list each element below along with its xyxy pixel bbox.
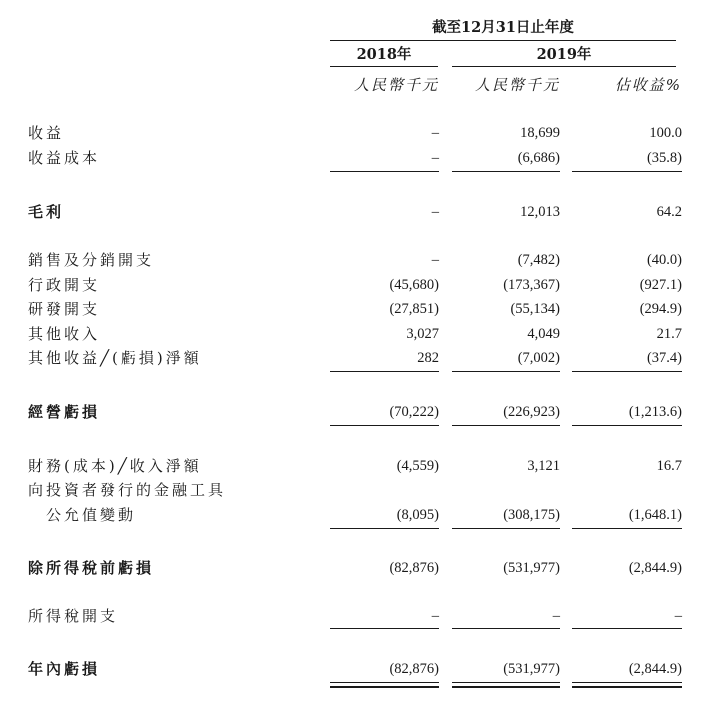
row-value-revenue-2019: 18,699 [520, 125, 560, 141]
row-value-fv-2019: (308,175) [503, 507, 560, 523]
row-label-loss-for-year: 年內虧損 [28, 660, 101, 678]
row-value-selling-pct: (40.0) [646, 252, 682, 268]
row-label-other-gains: 其他收益╱(虧損)淨額 [28, 349, 202, 367]
subtotal-rule-2018 [330, 171, 439, 172]
row-value-admin-2018: (45,680) [389, 277, 439, 293]
row-value-lbt-2018: (82,876) [389, 560, 439, 576]
subtotal-rule-pct [572, 425, 682, 426]
subtotal-rule-2019 [452, 425, 560, 426]
row-value-rnd-2018: (27,851) [389, 301, 439, 317]
row-value-gp-2019: 12,013 [520, 204, 560, 220]
year-2019-header: 2019年 [536, 46, 592, 63]
row-label-rnd-expenses: 研發開支 [28, 300, 101, 318]
row-value-og-pct: (37.4) [646, 350, 682, 366]
row-value-revenue-pct: 100.0 [649, 125, 682, 141]
row-label-cost-of-revenue: 收益成本 [28, 149, 101, 167]
row-value-admin-pct: (927.1) [639, 277, 682, 293]
row-label-fair-value-change: 公允值變動 [46, 506, 137, 524]
subtotal-rule-2019 [452, 371, 560, 372]
total-double-rule-pct-b [572, 686, 682, 688]
subtotal-rule-2019 [452, 171, 560, 172]
row-value-oi-2018: 3,027 [406, 326, 439, 342]
row-value-fv-2018: (8,095) [396, 507, 439, 523]
row-label-other-income: 其他收入 [28, 325, 101, 343]
subtotal-rule-2018 [330, 628, 439, 629]
unit-pct: 佔收益% [614, 76, 682, 94]
row-value-cost-2018: – [431, 150, 439, 166]
subtotal-rule-pct [572, 628, 682, 629]
row-value-selling-2018: – [431, 252, 439, 268]
total-double-rule-2019-a [452, 682, 560, 683]
subtotal-rule-2019 [452, 628, 560, 629]
subtotal-rule-2018 [330, 371, 439, 372]
row-label-finance-net: 財務(成本)╱收入淨額 [28, 457, 202, 475]
subtotal-rule-2018 [330, 528, 439, 529]
row-value-gp-2018: – [431, 204, 439, 220]
row-value-tax-pct: – [674, 608, 682, 624]
row-value-revenue-2018: – [431, 125, 439, 141]
row-value-cost-2019: (6,686) [517, 150, 560, 166]
unit-2018: 人民幣千元 [353, 76, 439, 94]
year-2018-underline [330, 66, 438, 67]
row-value-rnd-2019: (55,134) [510, 301, 560, 317]
row-value-lfy-pct: (2,844.9) [628, 661, 682, 677]
subtotal-rule-2018 [330, 425, 439, 426]
row-value-opl-pct: (1,213.6) [628, 404, 682, 420]
row-label-operating-loss: 經營虧損 [28, 403, 101, 421]
row-value-og-2019: (7,002) [517, 350, 560, 366]
row-label-loss-before-tax: 除所得稅前虧損 [28, 559, 155, 577]
row-label-income-tax: 所得稅開支 [28, 607, 119, 625]
total-double-rule-2018-b [330, 686, 439, 688]
row-value-fv-pct: (1,648.1) [628, 507, 682, 523]
row-value-gp-pct: 64.2 [656, 204, 682, 220]
period-underline [330, 40, 676, 41]
subtotal-rule-pct [572, 371, 682, 372]
row-value-oi-2019: 4,049 [527, 326, 560, 342]
row-value-lfy-2018: (82,876) [389, 661, 439, 677]
unit-2019: 人民幣千元 [474, 76, 560, 94]
row-value-lbt-2019: (531,977) [503, 560, 560, 576]
row-value-lfy-2019: (531,977) [503, 661, 560, 677]
row-value-selling-2019: (7,482) [517, 252, 560, 268]
row-value-og-2018: 282 [417, 350, 439, 366]
subtotal-rule-pct [572, 528, 682, 529]
row-value-opl-2018: (70,222) [389, 404, 439, 420]
subtotal-rule-pct [572, 171, 682, 172]
row-value-fin-pct: 16.7 [656, 458, 682, 474]
row-label-gross-profit: 毛利 [28, 203, 65, 221]
subtotal-rule-2019 [452, 528, 560, 529]
total-double-rule-2019-b [452, 686, 560, 688]
row-value-cost-pct: (35.8) [646, 150, 682, 166]
year-2019-underline [452, 66, 676, 67]
row-value-fin-2019: 3,121 [527, 458, 560, 474]
row-value-admin-2019: (173,367) [503, 277, 560, 293]
row-value-oi-pct: 21.7 [656, 326, 682, 342]
row-value-rnd-pct: (294.9) [639, 301, 682, 317]
year-2018-header: 2018年 [356, 46, 412, 63]
row-label-admin-expenses: 行政開支 [28, 276, 101, 294]
row-label-fin-instruments: 向投資者發行的金融工具 [28, 481, 227, 499]
total-double-rule-2018-a [330, 682, 439, 683]
row-value-tax-2018: – [431, 608, 439, 624]
row-value-lbt-pct: (2,844.9) [628, 560, 682, 576]
row-label-revenue: 收益 [28, 124, 65, 142]
period-header: 截至12月31日止年度 [432, 19, 574, 36]
row-value-opl-2019: (226,923) [503, 404, 560, 420]
row-value-fin-2018: (4,559) [396, 458, 439, 474]
row-label-selling-expenses: 銷售及分銷開支 [28, 251, 155, 269]
total-double-rule-pct-a [572, 682, 682, 683]
row-value-tax-2019: – [552, 608, 560, 624]
